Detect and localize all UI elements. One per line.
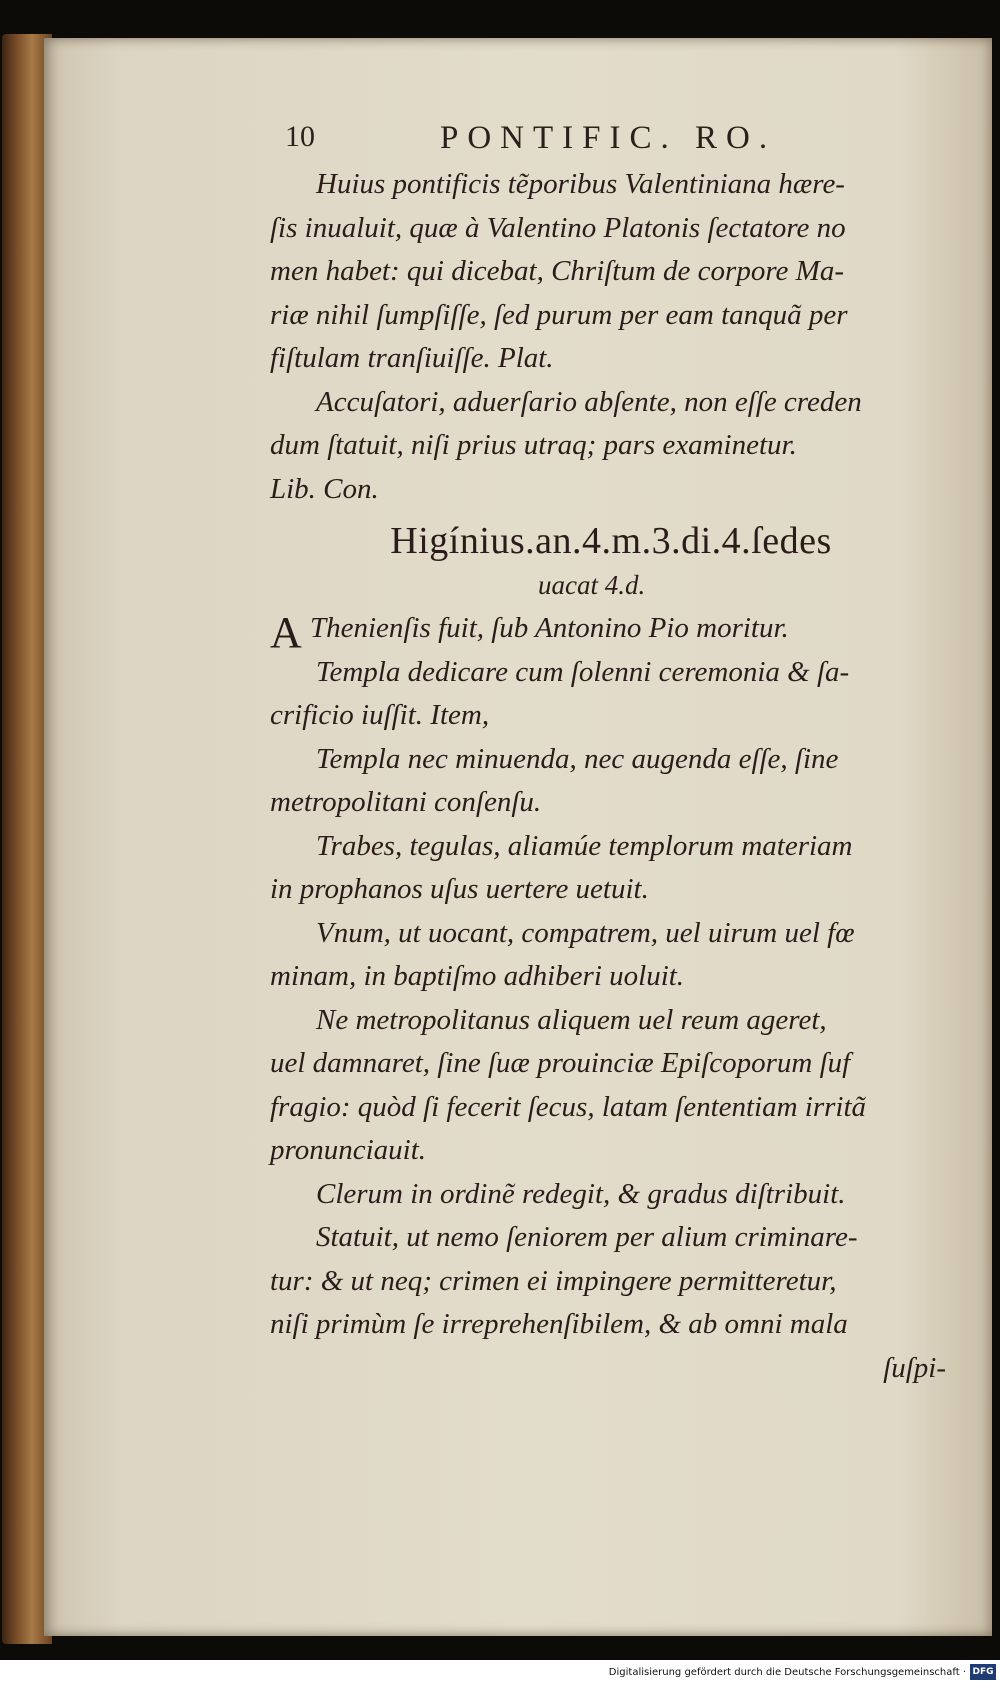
text-line: metropolitani conſenſu. — [270, 786, 542, 818]
text-line: Clerum in ordinẽ redegit, & gradus diſtribuit. — [316, 1177, 846, 1210]
text-line: Lib. Con. — [270, 472, 379, 505]
section-heading: Higínius.an.4.m.3.di.4.ſedes — [390, 520, 832, 562]
text-line: in prophanos uſus uertere uetuit. — [270, 873, 649, 905]
text-line: Ne metropolitanus aliquem uel reum ageret, — [316, 1003, 827, 1036]
footer-bar — [0, 1660, 1000, 1690]
text-line: minam, in baptiſmo adhiberi uoluit. — [270, 960, 685, 992]
text-line: dum ſtatuit, niſi prius utraq; pars examinetur. — [270, 429, 797, 461]
running-title: PONTIFIC. RO. — [440, 120, 777, 156]
text-line-with-dropcap — [270, 607, 952, 657]
text-line: fragio: quòd ſi fecerit ſecus, latam ſententiam irritã — [270, 1090, 867, 1123]
catchword: ſuſpi- — [883, 1351, 946, 1384]
text-line: fiſtulam tranſiuiſſe. Plat. — [270, 342, 554, 374]
text-line: ſis inualuit, quæ à Valentino Platonis ſectatore no — [270, 211, 846, 244]
text-line: Accuſatori, aduerſario abſente, non eſſe creden — [316, 385, 862, 418]
page-number: 10 — [285, 120, 315, 153]
text-line: tur: & ut neq; crimen ei impingere permitteretur, — [270, 1264, 837, 1297]
text-line: Templa dedicare cum ſolenni ceremonia & ſa- — [316, 655, 850, 688]
text-line: Vnum, ut uocant, compatrem, uel uirum uel fœ — [316, 916, 855, 949]
text-line: pronunciauit. — [270, 1134, 427, 1166]
page-text — [270, 163, 952, 1390]
text-line: Templa nec minuenda, nec augenda eſſe, ſine — [316, 742, 839, 775]
text-line: Thenienſis fuit, ſub Antonino Pio moritur. — [310, 612, 789, 644]
text-line: uel damnaret, ſine ſuæ prouinciæ Epiſcoporum ſuf — [270, 1047, 851, 1079]
text-line: Trabes, tegulas, aliamúe templorum materiam — [316, 829, 853, 862]
funding-credit: Digitalisierung gefördert durch die Deutsche Forschungsgemeinschaft · — [608, 1667, 966, 1678]
text-line: Huius pontificis tẽporibus Valentiniana hære- — [316, 168, 845, 200]
text-line: men habet: qui dicebat, Chriſtum de corpore Ma- — [270, 255, 844, 287]
drop-capital: A — [270, 607, 302, 657]
dfg-logo-icon: DFG — [970, 1664, 996, 1680]
text-line: Statuit, ut nemo ſeniorem per alium criminare- — [316, 1221, 858, 1253]
page-header — [285, 120, 845, 164]
text-line: niſi primùm ſe irreprehenſibilem, & ab omni mala — [270, 1308, 848, 1340]
section-subheading: uacat 4.d. — [538, 570, 646, 600]
text-line: crificio iuſſit. Item, — [270, 699, 490, 731]
text-line: riæ nihil ſumpſiſſe, ſed purum per eam tanquã per — [270, 298, 848, 331]
